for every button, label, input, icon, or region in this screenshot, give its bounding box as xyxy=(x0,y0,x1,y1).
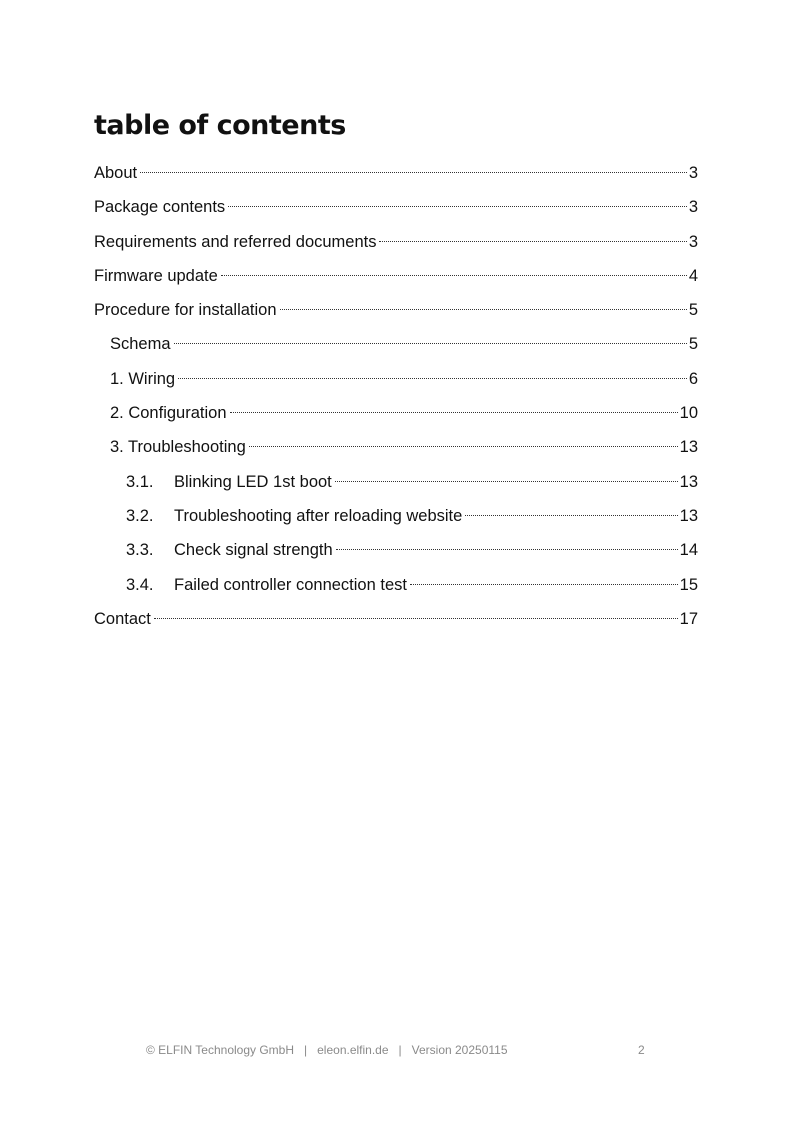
toc-leader xyxy=(230,412,678,413)
page-footer xyxy=(0,1043,793,1061)
toc-entry-about[interactable] xyxy=(94,156,698,190)
toc-leader xyxy=(249,446,678,447)
toc-entry-troubleshooting[interactable] xyxy=(94,430,698,464)
toc-entry-label: Procedure for installation xyxy=(94,301,277,320)
toc-entry-label: Firmware update xyxy=(94,266,218,285)
toc-entry-number: 3.1. xyxy=(126,472,154,491)
toc-page-number: 13 xyxy=(679,472,698,491)
toc-page-number: 5 xyxy=(688,301,698,320)
toc-leader xyxy=(174,343,687,344)
toc-entry-label: 1. Wiring xyxy=(110,369,176,388)
toc-entry-label: Package contents xyxy=(94,198,226,217)
footer-text: © ELFIN Technology GmbH | eleon.elfin.de | Version 20250115 xyxy=(146,1043,508,1057)
toc-leader xyxy=(336,549,678,550)
toc-entry-schema[interactable] xyxy=(94,327,698,361)
toc-entry-requirements[interactable] xyxy=(94,225,698,259)
toc-entry-procedure-installation[interactable] xyxy=(94,293,698,327)
toc-page-number: 13 xyxy=(679,438,698,457)
toc-leader xyxy=(410,584,678,585)
toc-entry-number: 3.4. xyxy=(126,575,154,594)
toc-page-number: 10 xyxy=(679,404,698,423)
toc-entry-label: 3. Troubleshooting xyxy=(110,438,246,457)
toc-page-number: 3 xyxy=(688,198,698,217)
toc-entry-firmware-update[interactable] xyxy=(94,259,698,293)
toc-page-number: 3 xyxy=(688,232,698,251)
toc-leader xyxy=(228,206,687,207)
toc-entry-label: About xyxy=(94,164,138,182)
toc-entry-label: Failed controller connection test xyxy=(174,575,407,594)
toc-entry-blinking-led[interactable] xyxy=(94,465,698,499)
toc-entry-label: Contact xyxy=(94,609,151,628)
toc-leader xyxy=(379,241,686,242)
toc-leader xyxy=(178,378,687,379)
toc-leader xyxy=(280,309,687,310)
page-title: table of contents xyxy=(94,110,346,141)
toc-entry-label: Requirements and referred documents xyxy=(94,232,377,251)
toc-entry-number: 3.2. xyxy=(126,506,154,525)
toc-leader xyxy=(140,172,687,173)
table-of-contents xyxy=(94,156,698,636)
toc-entry-label: Troubleshooting after reloading website xyxy=(174,506,463,525)
footer-page-number: 2 xyxy=(638,1043,645,1057)
toc-entry-contact[interactable] xyxy=(94,602,698,636)
toc-leader xyxy=(465,515,677,516)
toc-entry-package-contents[interactable] xyxy=(94,190,698,224)
toc-leader xyxy=(154,618,678,619)
toc-entry-label: Schema xyxy=(110,335,171,354)
toc-entry-failed-connection-test[interactable] xyxy=(94,568,698,602)
toc-page-number: 13 xyxy=(679,506,698,525)
toc-entry-wiring[interactable] xyxy=(94,362,698,396)
toc-page-number: 4 xyxy=(688,266,698,285)
toc-page-number: 15 xyxy=(679,575,698,594)
toc-page-number: 14 xyxy=(679,541,698,560)
toc-leader xyxy=(335,481,678,482)
toc-entry-signal-strength[interactable] xyxy=(94,533,698,567)
toc-page-number: 3 xyxy=(688,164,698,182)
toc-entry-label: Check signal strength xyxy=(174,541,333,560)
toc-page-number: 6 xyxy=(688,369,698,388)
toc-page-number: 17 xyxy=(679,609,698,628)
toc-leader xyxy=(221,275,687,276)
toc-entry-label: 2. Configuration xyxy=(110,404,227,423)
toc-entry-troubleshooting-reload[interactable] xyxy=(94,499,698,533)
toc-entry-number: 3.3. xyxy=(126,541,154,560)
toc-page-number: 5 xyxy=(688,335,698,354)
toc-entry-label: Blinking LED 1st boot xyxy=(174,472,332,491)
toc-entry-configuration[interactable] xyxy=(94,396,698,430)
